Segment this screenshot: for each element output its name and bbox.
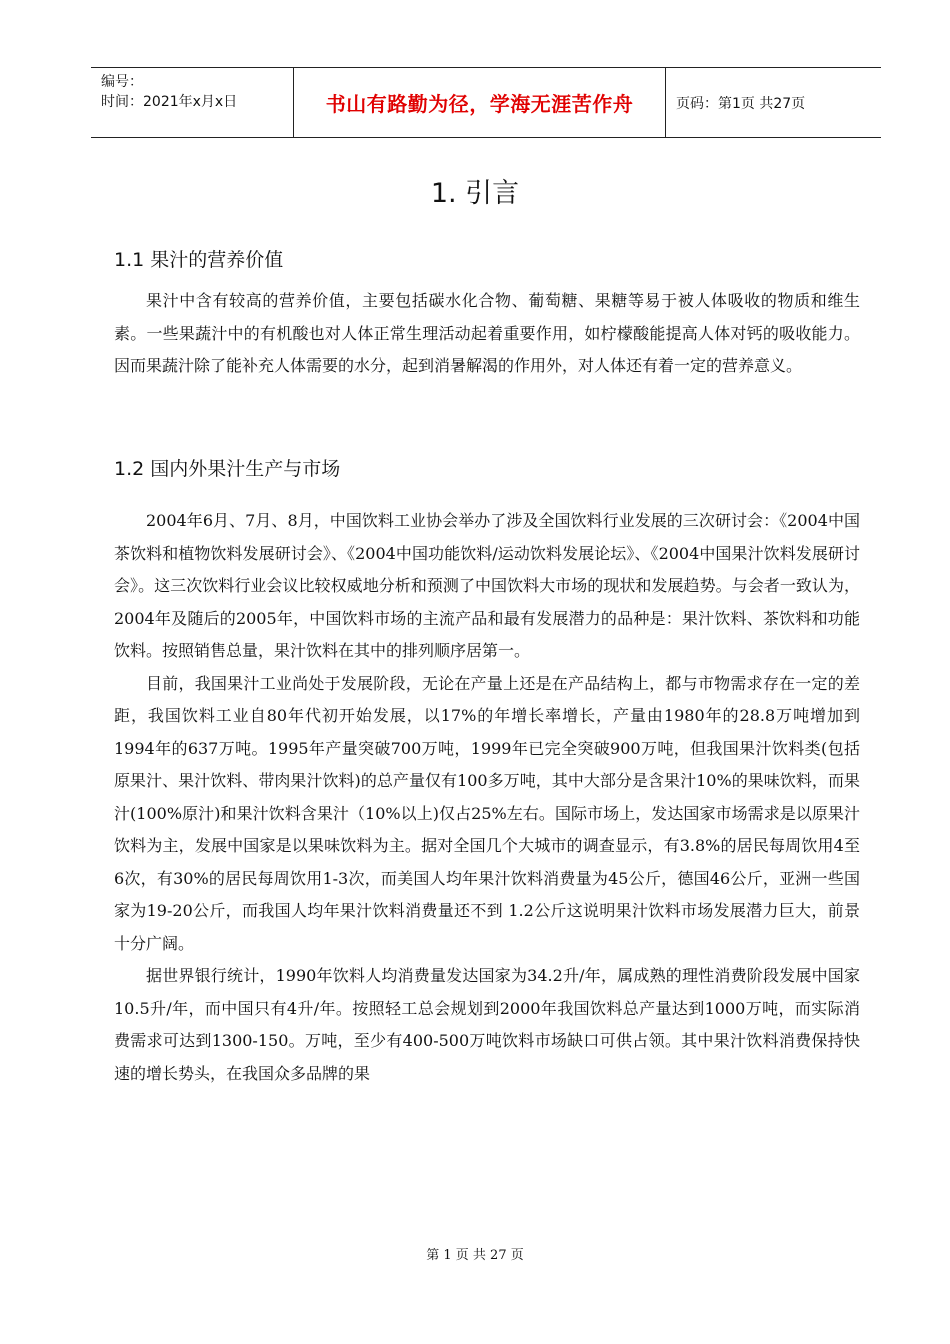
page-footer: 第 1 页 共 27 页 <box>426 1248 524 1263</box>
time-label: 时间：2021年x月x日 <box>101 94 238 110</box>
header-table <box>91 67 881 138</box>
document-title: 1. 引言 <box>430 178 520 209</box>
header-meta <box>91 68 293 137</box>
header-page-label: 页码：第1页 共27页 <box>676 95 806 112</box>
section-heading-1-2: 1.2 国内外果汁生产与市场 <box>114 458 341 480</box>
section-heading-1-1: 1.1 果汁的营养价值 <box>114 249 284 271</box>
paragraph: 据世界银行统计，1990年饮料人均消费量发达国家为34.2升/年，属成熟的理性消费阶段发展中国家10.5升/年，而中国只有4升/年。按照轻工总会规划到2000年我国饮料总产量达到1000万吨，而实际消费需求可达到1300-150。万吨，至少有400-500万吨饮料市场缺口可供占领。其中果汁饮料消费保持快速的增长势头，在我国众多品牌的果 <box>114 966 860 1083</box>
paragraph: 果汁中含有较高的营养价值，主要包括碳水化合物、葡萄糖、果糖等易于被人体吸收的物质和维生素。一些果蔬汁中的有机酸也对人体正常生理活动起着重要作用，如柠檬酸能提高人体对钙的吸收能力。因而果蔬汁除了能补充人体需要的水分，起到消暑解渴的作用外，对人体还有着一定的营养意义。 <box>114 291 860 375</box>
section-body-1-1 <box>114 285 860 383</box>
number-label: 编号： <box>101 74 143 90</box>
section-body-1-2 <box>114 505 860 1090</box>
paragraph: 2004年6月、7月、8月，中国饮料工业协会举办了涉及全国饮料行业发展的三次研讨会：《2004中国茶饮料和植物饮料发展研讨会》、《2004中国功能饮料/运动饮料发展论坛》、《2004中国果汁饮料发展研讨会》。这三次饮料行业会议比较权威地分析和预测了中国饮料大市场的现状和发展趋势。与会者一致认为，2004年及随后的2005年，中国饮料市场的主流产品和最有发展潜力的品种是：果汁饮料、茶饮料和功能饮料。按照销售总量，果汁饮料在其中的排列顺序居第一。 <box>114 511 860 660</box>
header-motto: 书山有路勤为径，学海无涯苦作舟 <box>293 68 666 137</box>
paragraph: 目前，我国果汁工业尚处于发展阶段，无论在产量上还是在产品结构上，都与市物需求存在一定的差距，我国饮料工业自80年代初开始发展，以17%的年增长率增长，产量由1980年的28.8万吨增加到1994年的637万吨。1995年产量突破700万吨，1999年已完全突破900万吨，但我国果汁饮料类(包括原果汁、果汁饮料、带肉果汁饮料)的总产量仅有100多万吨，其中大部分是含果汁10%的果味饮料，而果汁(100%原汁)和果汁饮料含果汁（10%以上)仅占25%左右。国际市场上，发达国家市场需求是以原果汁饮料为主，发展中国家是以果味饮料为主。据对全国几个大城市的调查显示，有3.8%的居民每周饮用4至6次，有30%的居民每周饮用1-3次，而美国人均年果汁饮料消费量为45公斤，德国46公斤，亚洲一些国家为19-20公斤，而我国人均年果汁饮料消费量还不到 1.2公斤这说明果汁饮料市场发展潜力巨大，前景十分广阔。 <box>114 673 860 953</box>
